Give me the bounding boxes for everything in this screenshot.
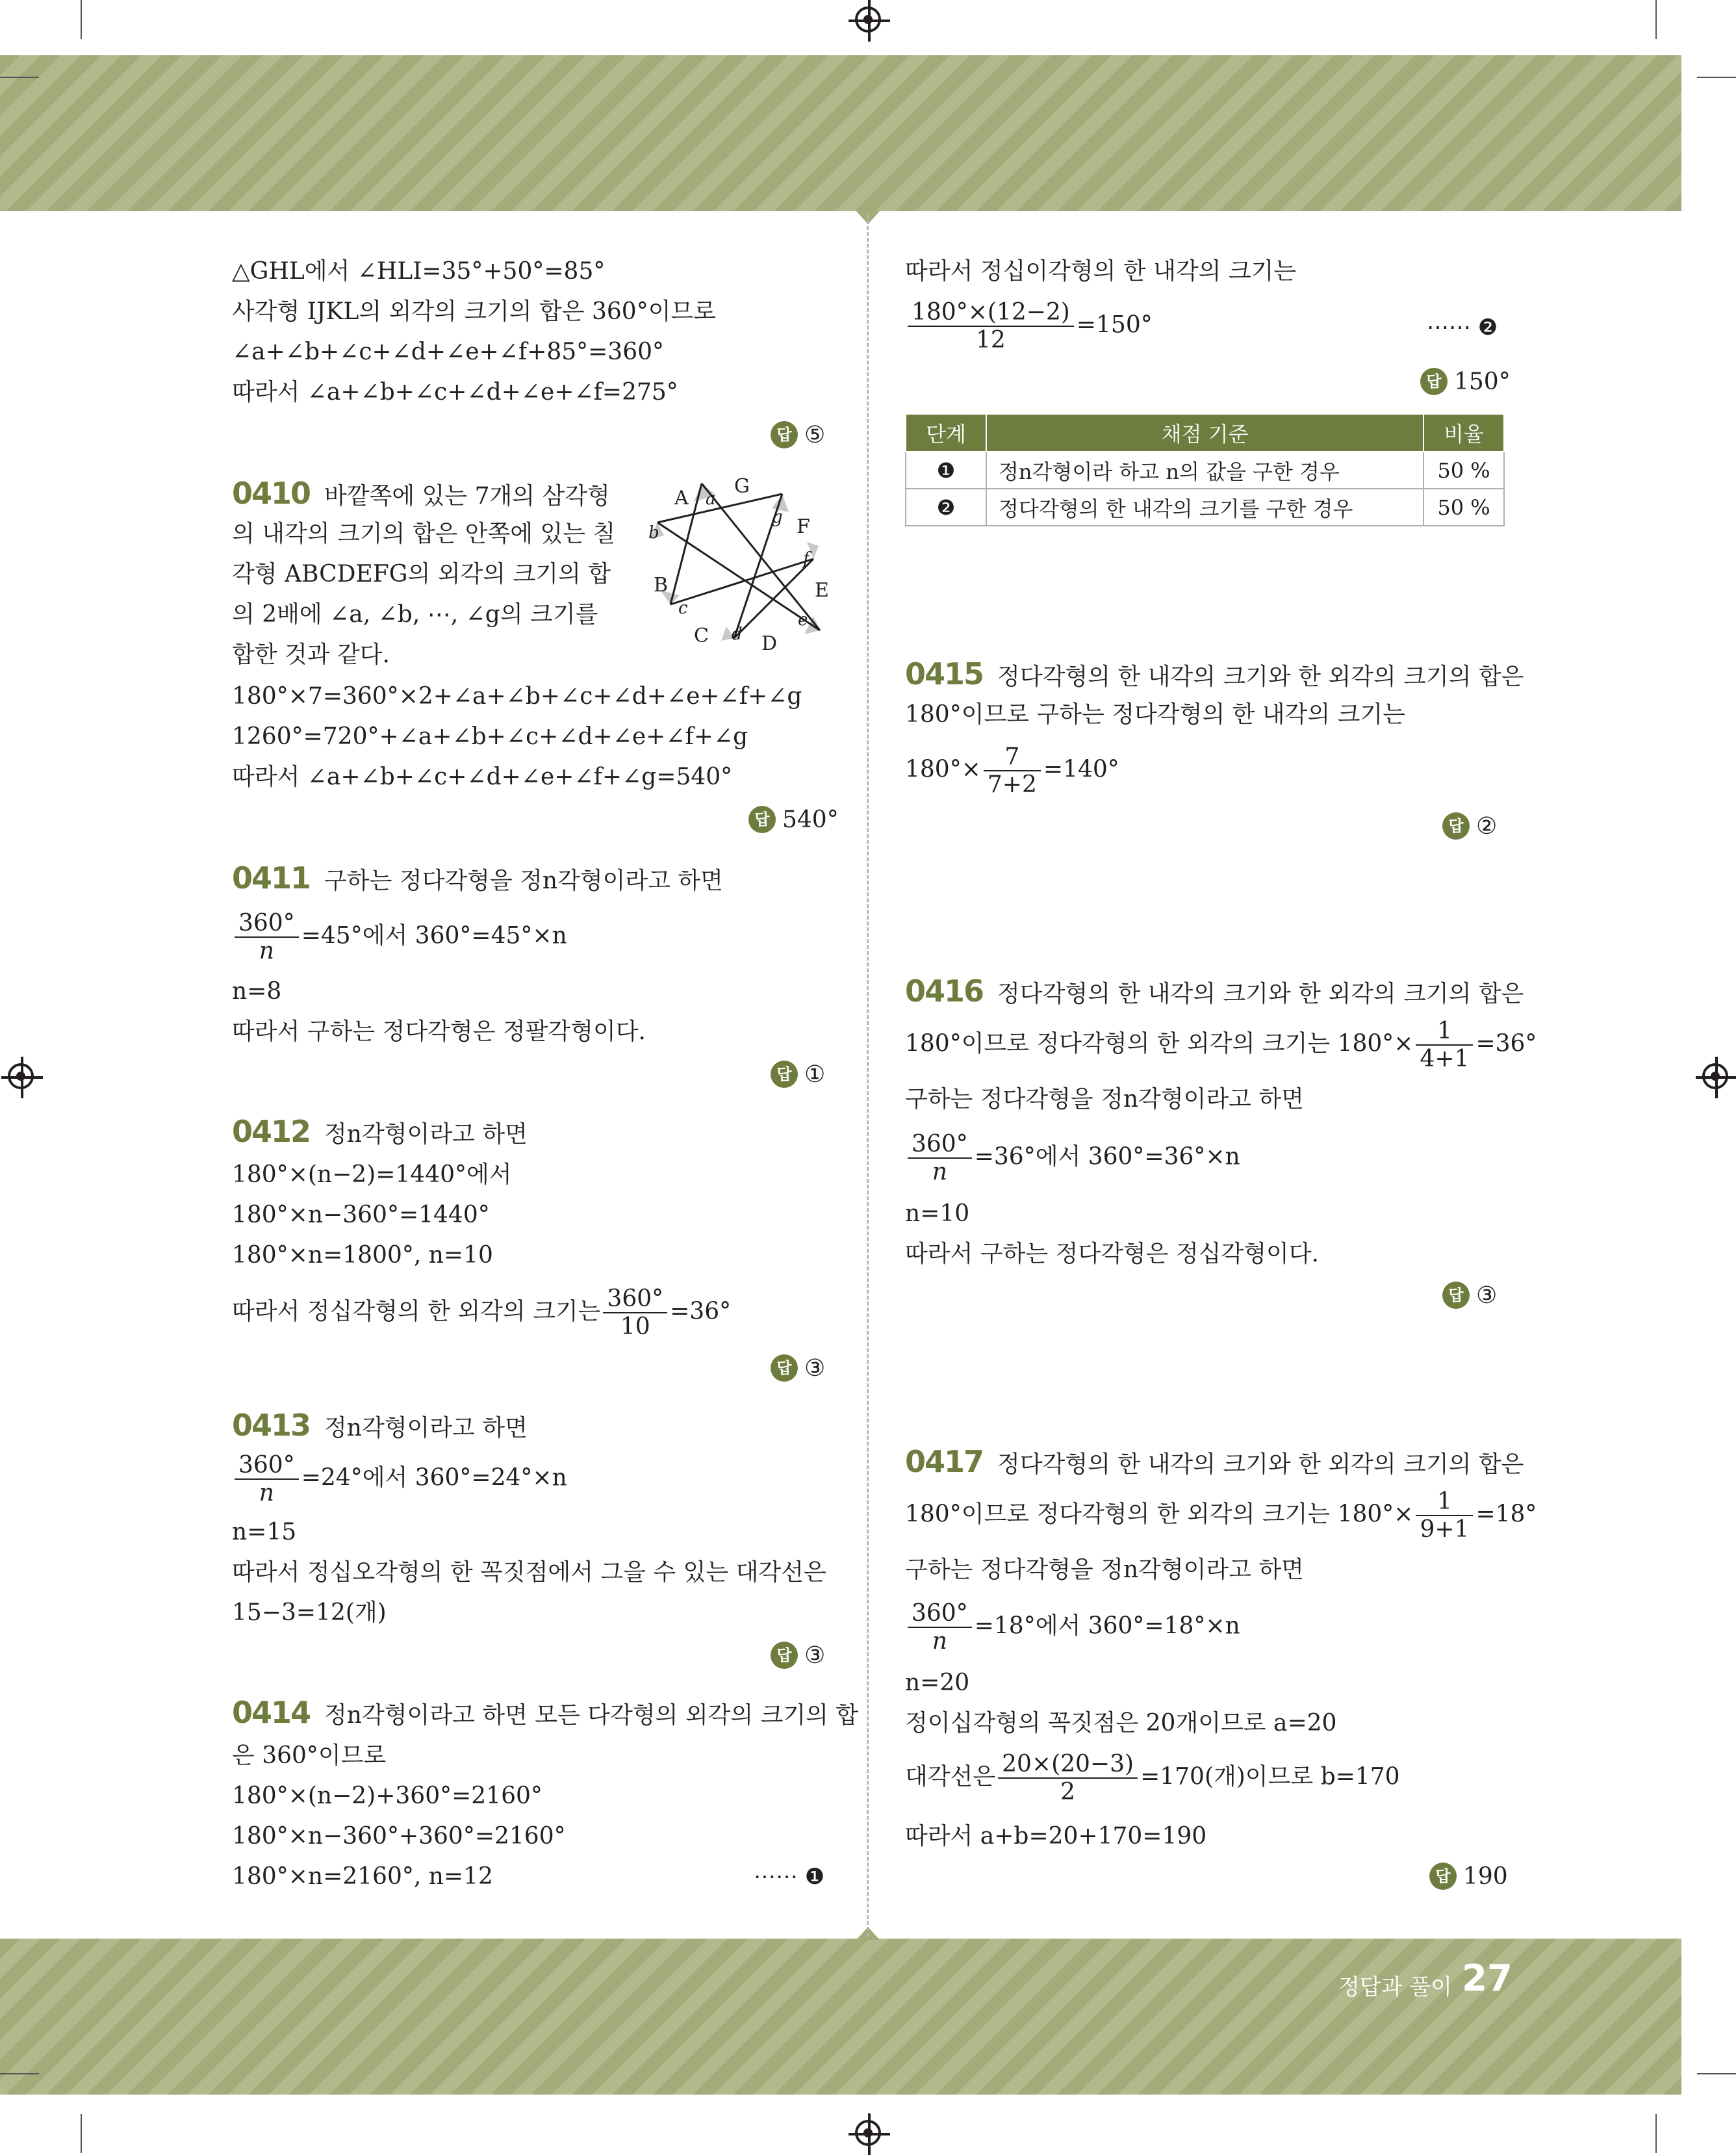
answer-mark — [771, 1354, 825, 1382]
conclusion-line: 따라서 구하는 정다각형은 정십각형이다. — [905, 1241, 1319, 1267]
problem-number: 0417 — [905, 1444, 984, 1479]
registration-mark-icon — [855, 2120, 881, 2146]
angle-label: a — [706, 489, 716, 509]
intro-line: 따라서 ∠a+∠b+∠c+∠d+∠e+∠f=275° — [232, 379, 678, 406]
problem-number: 0412 — [232, 1114, 311, 1149]
trim-mark — [1697, 2073, 1736, 2074]
problem-text: 180°이므로 구하는 정다각형의 한 내각의 크기는 — [905, 701, 1405, 728]
table-row — [906, 452, 1504, 489]
fraction: $\frac{20\times(20-3)}{2}$ — [998, 1751, 1138, 1806]
equation-line: 180°×n=2160°, n=12 — [232, 1863, 493, 1890]
answer-badge-icon: 답 — [1420, 368, 1448, 395]
trim-mark — [1655, 0, 1657, 39]
answer-mark — [1420, 368, 1511, 395]
trim-mark — [81, 2114, 82, 2153]
problem-number: 0416 — [905, 974, 984, 1009]
answer-value: ③ — [804, 1642, 826, 1669]
answer-value: ⑤ — [804, 421, 826, 448]
problem-text: 정이십각형의 꼭짓점은 20개이므로 a=20 — [905, 1710, 1337, 1736]
answer-badge-icon: 답 — [748, 806, 776, 833]
vertex-label: F — [797, 515, 810, 538]
problem-number: 0413 — [232, 1408, 311, 1443]
trim-mark — [1655, 2114, 1657, 2153]
table-header: 채점 기준 — [986, 414, 1423, 452]
problem-text: 은 360°이므로 — [232, 1742, 387, 1769]
answer-value: ③ — [1476, 1282, 1498, 1309]
problem-number: 0415 — [905, 656, 984, 691]
fraction-line: $\frac{360^\circ}{n}$ =24°에서 360°=24°×n — [232, 1452, 567, 1507]
step-marker: ⋯⋯ ❷ — [1427, 315, 1498, 341]
problem-0417-head: 0417 정다각형의 한 내각의 크기와 한 외각의 크기의 합은 — [905, 1444, 1524, 1479]
fraction: $\frac{7}{7+2}$ — [984, 743, 1041, 799]
problem-0416-head: 0416 정다각형의 한 내각의 크기와 한 외각의 크기의 합은 — [905, 974, 1524, 1009]
vertex-label: C — [694, 625, 709, 647]
fraction-line: 180°이므로 정다각형의 한 외각의 크기는 180°× $\frac{1}{9+1}$ =18° — [905, 1488, 1537, 1543]
problem-text: 따라서 정십오각형의 한 꼭짓점에서 그을 수 있는 대각선은 — [232, 1559, 826, 1586]
step-marker: ⋯⋯ ❶ — [754, 1864, 825, 1890]
problem-0411-head: 0411 구하는 정다각형을 정n각형이라고 하면 — [232, 860, 723, 896]
equation-line: n=20 — [905, 1670, 970, 1696]
problem-0415-head: 0415 정다각형의 한 내각의 크기와 한 외각의 크기의 합은 — [905, 656, 1524, 691]
conclusion-line: 따라서 구하는 정다각형은 정팔각형이다. — [232, 1018, 646, 1045]
table-header: 단계 — [906, 414, 986, 452]
table-cell: ❶ — [906, 452, 986, 489]
table-cell: 정n각형이라 하고 n의 값을 구한 경우 — [986, 452, 1423, 489]
answer-badge-icon: 답 — [1429, 1863, 1457, 1890]
registration-mark-icon — [855, 6, 881, 32]
equation-line: 따라서 ∠a+∠b+∠c+∠d+∠e+∠f+∠g=540° — [232, 764, 733, 790]
vertex-label: G — [734, 475, 750, 498]
fraction-line: 180°× $\frac{7}{7+2}$ =140° — [905, 743, 1119, 799]
trim-mark — [81, 0, 82, 39]
trim-mark — [0, 77, 39, 78]
problem-text: 의 내각의 크기의 합은 안쪽에 있는 칠 — [232, 521, 616, 547]
table-cell: 50 % — [1423, 452, 1504, 489]
equation-line: 180°×n=1800°, n=10 — [232, 1242, 493, 1269]
equation-line: 1260°=720°+∠a+∠b+∠c+∠d+∠e+∠f+∠g — [232, 723, 748, 750]
intro-line: △GHL에서 ∠HLI=35°+50°=85° — [232, 258, 606, 285]
equation-line: n=15 — [232, 1519, 297, 1545]
table-header-row — [906, 414, 1504, 452]
problem-text: 따라서 정십이각형의 한 내각의 크기는 — [905, 258, 1297, 285]
vertex-label: B — [654, 574, 669, 597]
equation-line: 180°×(n−2)=1440°에서 — [232, 1161, 512, 1188]
answer-badge-icon: 답 — [1442, 812, 1470, 840]
conclusion-line: 따라서 a+b=20+170=190 — [905, 1823, 1207, 1850]
fraction: $\frac{1}{4+1}$ — [1416, 1018, 1473, 1073]
problem-text: 구하는 정다각형을 정n각형이라고 하면 — [905, 1086, 1304, 1113]
registration-mark-icon — [1702, 1063, 1728, 1089]
equation-line: n=10 — [905, 1200, 970, 1227]
problem-text: 각형 ABCDEFG의 외각의 크기의 합 — [232, 561, 611, 587]
answer-badge-icon: 답 — [771, 1642, 798, 1669]
problem-number: 0411 — [232, 860, 311, 896]
table-cell: 50 % — [1423, 489, 1504, 526]
angle-label: b — [648, 523, 659, 543]
intro-line: ∠a+∠b+∠c+∠d+∠e+∠f+85°=360° — [232, 339, 664, 365]
answer-mark — [1442, 812, 1497, 840]
column-divider — [867, 214, 869, 1937]
trim-mark — [1697, 77, 1736, 78]
vertex-label: A — [674, 487, 689, 510]
answer-mark — [1442, 1282, 1497, 1309]
equation-line: 15−3=12(개) — [232, 1599, 387, 1626]
answer-value: ① — [804, 1061, 826, 1088]
vertex-label: E — [815, 579, 829, 602]
problem-0410-head: 0410 바깥쪽에 있는 7개의 삼각형 — [232, 476, 610, 511]
answer-value: 190 — [1463, 1863, 1508, 1890]
problem-0412-head: 0412 정n각형이라고 하면 — [232, 1114, 528, 1149]
table-header: 비율 — [1423, 414, 1504, 452]
answer-mark — [771, 1061, 825, 1088]
fraction: $\frac{1}{9+1}$ — [1416, 1488, 1473, 1543]
heptagram-figure — [624, 468, 838, 656]
answer-value: 540° — [782, 806, 839, 833]
fraction-line: $\frac{360^\circ}{n}$ =18°에서 360°=18°×n — [905, 1600, 1240, 1655]
equation-line: 180°×n−360°=1440° — [232, 1202, 490, 1228]
problem-number: 0410 — [232, 476, 311, 511]
answer-mark — [771, 421, 825, 448]
registration-mark-icon — [8, 1063, 34, 1089]
page-number: 27 — [1462, 1957, 1513, 2000]
footer-section-label: 정답과 풀이 — [1338, 1974, 1453, 2000]
answer-badge-icon: 답 — [771, 1061, 798, 1088]
equation-line: 180°×7=360°×2+∠a+∠b+∠c+∠d+∠e+∠f+∠g — [232, 683, 802, 710]
fraction: $\frac{360^\circ}{n}$ — [908, 1131, 972, 1186]
answer-value: ③ — [804, 1354, 826, 1382]
angle-label: e — [798, 610, 808, 630]
answer-value: ② — [1476, 812, 1498, 840]
problem-text: 구하는 정다각형을 정n각형이라고 하면 — [905, 1556, 1304, 1583]
problem-text: 합한 것과 같다. — [232, 641, 390, 668]
footer-band — [0, 1939, 1681, 2095]
fraction-line: $\frac{180^\circ\times(12-2)}{12}$ =150° — [905, 299, 1153, 354]
equation-line: 180°×n−360°+360°=2160° — [232, 1823, 566, 1850]
problem-0413-head: 0413 정n각형이라고 하면 — [232, 1408, 528, 1443]
vertex-label: D — [761, 632, 778, 655]
angle-label: f — [803, 549, 810, 569]
problem-text: 의 2배에 ∠a, ∠b, ⋯, ∠g의 크기를 — [232, 601, 598, 628]
trim-mark — [0, 2073, 39, 2074]
fraction: $\frac{360^\circ}{n}$ — [908, 1600, 972, 1655]
fraction-line: $\frac{360^\circ}{n}$ =36°에서 360°=36°×n — [905, 1131, 1240, 1186]
answer-mark — [1429, 1863, 1508, 1890]
grading-table — [905, 413, 1505, 526]
angle-label: g — [772, 508, 783, 527]
answer-badge-icon: 답 — [771, 421, 798, 448]
angle-label: d — [732, 625, 743, 644]
intro-line: 사각형 IJKL의 외각의 크기의 합은 360°이므로 — [232, 298, 717, 325]
fraction-line: 따라서 정십각형의 한 외각의 크기는 $\frac{360^\circ}{10}$ =36° — [232, 1285, 732, 1341]
answer-value: 150° — [1454, 368, 1511, 395]
fraction: $\frac{180^\circ\times(12-2)}{12}$ — [908, 299, 1074, 354]
fraction: $\frac{360^\circ}{n}$ — [235, 910, 299, 965]
answer-badge-icon: 답 — [771, 1354, 798, 1382]
table-cell: 정다각형의 한 내각의 크기를 구한 경우 — [986, 489, 1423, 526]
answer-mark — [771, 1642, 825, 1669]
equation-line: n=8 — [232, 978, 282, 1005]
angle-label: c — [678, 599, 688, 618]
fraction-line: $\frac{360^\circ}{n}$ =45°에서 360°=45°×n — [232, 910, 567, 965]
answer-mark — [748, 806, 839, 833]
header-band — [0, 55, 1681, 211]
problem-number: 0414 — [232, 1695, 311, 1730]
fraction-line: 대각선은 $\frac{20\times(20-3)}{2}$ =170(개)이므로 b=170 — [905, 1751, 1400, 1806]
fraction: $\frac{360^\circ}{n}$ — [235, 1452, 299, 1507]
fraction-line: 180°이므로 정다각형의 한 외각의 크기는 180°× $\frac{1}{4+1}$ =36° — [905, 1018, 1537, 1073]
answer-badge-icon: 답 — [1442, 1282, 1470, 1309]
equation-line: 180°×(n−2)+360°=2160° — [232, 1783, 542, 1809]
table-cell: ❷ — [906, 489, 986, 526]
problem-0414-head: 0414 정n각형이라고 하면 모든 다각형의 외각의 크기의 합 — [232, 1695, 859, 1730]
fraction: $\frac{360^\circ}{10}$ — [603, 1285, 667, 1341]
table-row — [906, 489, 1504, 526]
